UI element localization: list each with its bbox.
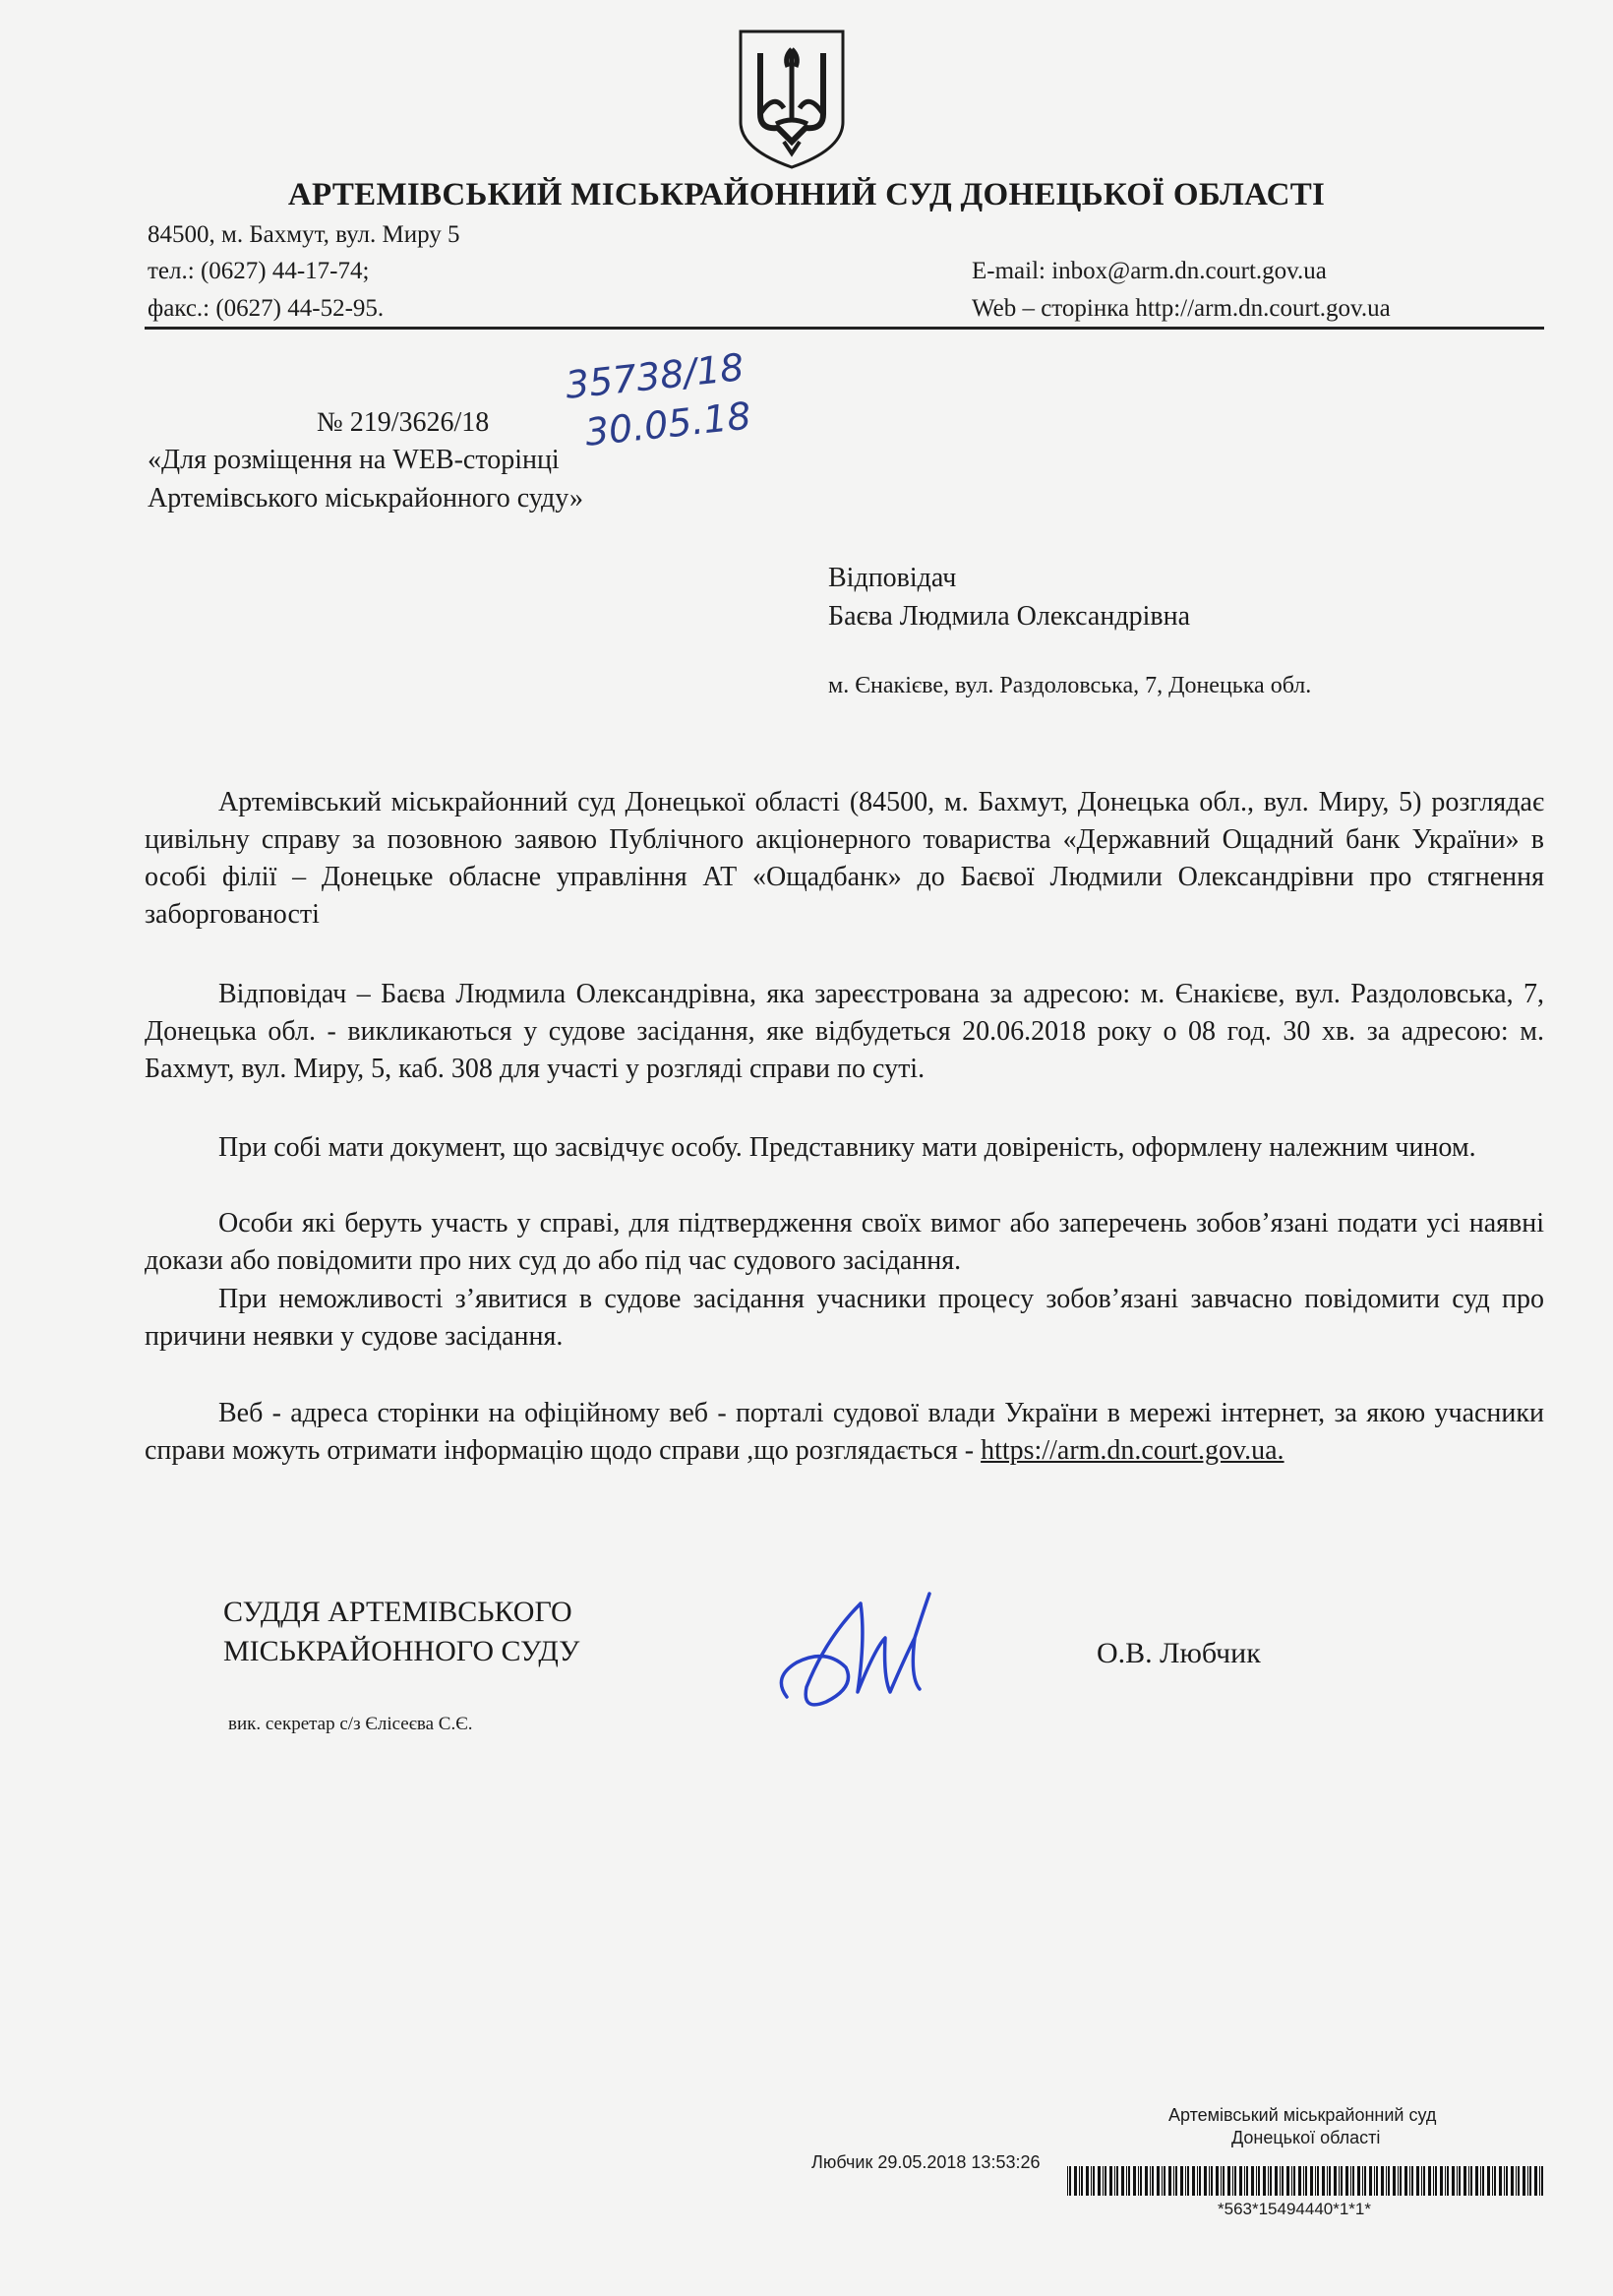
- barcode-bar: [1227, 2166, 1230, 2196]
- barcode-bar: [1180, 2166, 1183, 2196]
- barcode-bar: [1185, 2166, 1186, 2196]
- barcode-bar: [1423, 2166, 1425, 2196]
- barcode-bar: [1445, 2166, 1446, 2196]
- judge-name: О.В. Любчик: [1097, 1637, 1261, 1669]
- body-paragraph-1: Артемівський міськрайонний суд Донецької області (84500, м. Бахмут, Донецька обл., вул. Миру, 5) розглядає цивільну справу за позовною заявою Публічного акціонерного товариства «Державний Ощадний банк України» в особі філії – Донецьке обласне управління АТ «Ощадбанк» до Баєвої Людмили Олександрівни про стягнення заборгованості: [145, 787, 1544, 930]
- barcode-bar: [1400, 2166, 1402, 2196]
- barcode-bar: [1293, 2166, 1295, 2196]
- barcode-bar: [1452, 2166, 1455, 2196]
- barcode-bar: [1541, 2166, 1543, 2196]
- web-note-line2: Артемівського міськрайонного суду»: [148, 483, 583, 514]
- barcode-bar: [1168, 2166, 1171, 2196]
- barcode-bar: [1069, 2166, 1071, 2196]
- barcode-bar: [1339, 2166, 1340, 2196]
- barcode-bar: [1286, 2166, 1289, 2196]
- barcode-bar: [1128, 2166, 1130, 2196]
- barcode-bar: [1150, 2166, 1151, 2196]
- barcode-bar: [1175, 2166, 1177, 2196]
- barcode-bar: [1327, 2166, 1328, 2196]
- barcode-bar: [1244, 2166, 1245, 2196]
- barcode-bar: [1468, 2166, 1469, 2196]
- barcode-bar: [1511, 2166, 1514, 2196]
- barcode-bar: [1492, 2166, 1493, 2196]
- barcode-bar: [1140, 2166, 1142, 2196]
- barcode-bar: [1223, 2166, 1225, 2196]
- barcode-bar: [1416, 2166, 1419, 2196]
- barcode-bar: [1534, 2166, 1537, 2196]
- barcode-bar: [1091, 2166, 1092, 2196]
- recipient-name: Баєва Людмила Олександрівна: [828, 601, 1191, 632]
- barcode-bar: [1258, 2166, 1260, 2196]
- barcode-bar: [1440, 2166, 1443, 2196]
- barcode-bar: [1388, 2166, 1390, 2196]
- barcode-bar: [1374, 2166, 1375, 2196]
- barcode-bar: [1162, 2166, 1163, 2196]
- recipient-role: Відповідач: [828, 563, 957, 593]
- barcode-bar: [1494, 2166, 1496, 2196]
- barcode-bar: [1116, 2166, 1118, 2196]
- barcode-bar: [1433, 2166, 1434, 2196]
- barcode-bar: [1506, 2166, 1508, 2196]
- barcode-bar: [1251, 2166, 1254, 2196]
- handwritten-signature: [767, 1579, 944, 1717]
- barcode-bar: [1098, 2166, 1101, 2196]
- barcode-bar: [1504, 2166, 1505, 2196]
- barcode-bar: [1381, 2166, 1384, 2196]
- barcode-bar: [1270, 2166, 1272, 2196]
- barcode-bar: [1173, 2166, 1174, 2196]
- barcode-bar: [1315, 2166, 1316, 2196]
- barcode-bar: [1138, 2166, 1139, 2196]
- executor-note: вик. секретар с/з Єлісеєва С.Є.: [228, 1714, 473, 1734]
- barcode-bar: [1239, 2166, 1242, 2196]
- barcode-bar: [1114, 2166, 1115, 2196]
- barcode-bar: [1256, 2166, 1257, 2196]
- barcode-bar: [1428, 2166, 1431, 2196]
- barcode-bar: [1204, 2166, 1207, 2196]
- body-paragraph-5: При неможливості з’явитися в судове засідання учасники процесу зобов’язані завчасно повідомити суд про причини неявки у судове засідання.: [145, 1284, 1544, 1352]
- barcode-bar: [1475, 2166, 1478, 2196]
- barcode-bar: [1376, 2166, 1378, 2196]
- barcode-bar: [1074, 2166, 1077, 2196]
- footer-court-line1: Артемівський міськрайонний суд: [1168, 2105, 1437, 2125]
- court-address: 84500, м. Бахмут, вул. Миру 5: [148, 221, 460, 248]
- barcode-bar: [1523, 2166, 1525, 2196]
- barcode-bar: [1221, 2166, 1222, 2196]
- barcode-bar: [1447, 2166, 1449, 2196]
- barcode-bar: [1518, 2166, 1520, 2196]
- barcode-bar: [1105, 2166, 1106, 2196]
- barcode-bar: [1067, 2166, 1068, 2196]
- barcode-bar: [1234, 2166, 1236, 2196]
- barcode-bar: [1164, 2166, 1165, 2196]
- portal-text: Веб - адреса сторінки на офіційному веб - порталі судової влади України в мережі інтернет, за якою учасники справи можуть отримати інформацію щодо справи ,що розглядається -: [145, 1398, 1544, 1466]
- barcode-bar: [1499, 2166, 1502, 2196]
- court-phone: тел.: (0627) 44-17-74;: [148, 258, 370, 284]
- barcode-bar: [1282, 2166, 1284, 2196]
- body-paragraph-4: Особи які беруть участь у справі, для підтвердження своїх вимог або заперечень зобов’язані подати усі наявні докази або повідомити про них суд до або під час судового засідання.: [145, 1208, 1544, 1276]
- barcode-bar: [1369, 2166, 1372, 2196]
- body-paragraph-2: Відповідач – Баєва Людмила Олександрівна, яка зареєстрована за адресою: м. Єнакієве, вул. Раздоловська, 7, Донецька обл. - викликаються у судове засідання, яке відбудеться 20.06.2018 року о 08 год. 30 хв. за адресою: м. Бахмут, вул. Миру, 5, каб. 308 для участі у розгляді справи по суті.: [145, 979, 1544, 1084]
- barcode-bar: [1305, 2166, 1307, 2196]
- barcode-bar: [1322, 2166, 1325, 2196]
- barcode-bar: [1482, 2166, 1484, 2196]
- barcode-bar: [1209, 2166, 1210, 2196]
- barcode-bar: [1232, 2166, 1233, 2196]
- coat-of-arms-emblem: [733, 24, 851, 171]
- web-note-line1: «Для розміщення на WEB-сторінці: [148, 445, 560, 475]
- barcode-bar: [1109, 2166, 1112, 2196]
- barcode-bar: [1421, 2166, 1422, 2196]
- barcode-bar: [1317, 2166, 1319, 2196]
- barcode-bar: [1393, 2166, 1396, 2196]
- barcode-text: *563*15494440*1*1*: [1218, 2200, 1371, 2218]
- barcode-bar: [1081, 2166, 1083, 2196]
- barcode-bar: [1197, 2166, 1198, 2196]
- barcode-bar: [1435, 2166, 1437, 2196]
- court-name-title: АРТЕМІВСЬКИЙ МІСЬКРАЙОННИЙ СУД ДОНЕЦЬКОЇ ОБЛАСТІ: [287, 177, 1326, 212]
- barcode-bar: [1350, 2166, 1351, 2196]
- barcode-bar: [1459, 2166, 1461, 2196]
- barcode-bar: [1246, 2166, 1248, 2196]
- judge-title-line1: СУДДЯ АРТЕМІВСЬКОГО: [223, 1596, 572, 1628]
- barcode-bar: [1464, 2166, 1466, 2196]
- barcode-bar: [1211, 2166, 1213, 2196]
- body-paragraph-6: [145, 1395, 1544, 1470]
- barcode-bar: [1409, 2166, 1410, 2196]
- header-divider: [145, 327, 1544, 330]
- barcode-bar: [1079, 2166, 1080, 2196]
- barcode-bar: [1298, 2166, 1301, 2196]
- footer-stamp: Любчик 29.05.2018 13:53:26: [811, 2152, 1041, 2172]
- barcode-bar: [1187, 2166, 1189, 2196]
- barcode-bar: [1362, 2166, 1363, 2196]
- barcode-bar: [1487, 2166, 1490, 2196]
- barcode-bar: [1398, 2166, 1399, 2196]
- barcode-bar: [1334, 2166, 1337, 2196]
- handwritten-reg-number: 35738/18: [563, 345, 747, 407]
- barcode-bar: [1529, 2166, 1531, 2196]
- case-number: № 219/3626/18: [317, 407, 490, 438]
- barcode-bar: [1093, 2166, 1095, 2196]
- court-web: Web – сторінка http://arm.dn.court.gov.ua: [972, 295, 1391, 322]
- footer-court-line2: Донецької області: [1231, 2128, 1381, 2147]
- barcode-bar: [1216, 2166, 1219, 2196]
- barcode-bar: [1457, 2166, 1458, 2196]
- recipient-address: м. Єнакієве, вул. Раздоловська, 7, Донецька обл.: [828, 673, 1312, 698]
- barcode-bar: [1121, 2166, 1124, 2196]
- barcode-bar: [1263, 2166, 1266, 2196]
- barcode-bar: [1145, 2166, 1148, 2196]
- court-fax: факс.: (0627) 44-52-95.: [148, 295, 385, 322]
- barcode-bar: [1516, 2166, 1517, 2196]
- barcode-bar: [1157, 2166, 1160, 2196]
- court-portal-link[interactable]: https://arm.dn.court.gov.ua.: [981, 1435, 1284, 1466]
- barcode-bar: [1364, 2166, 1366, 2196]
- barcode-bar: [1152, 2166, 1154, 2196]
- barcode-bar: [1352, 2166, 1354, 2196]
- barcode-bar: [1133, 2166, 1136, 2196]
- barcode-bar: [1470, 2166, 1472, 2196]
- barcode-bar: [1527, 2166, 1528, 2196]
- court-email: E-mail: inbox@arm.dn.court.gov.ua: [972, 258, 1327, 284]
- barcode-bar: [1291, 2166, 1292, 2196]
- barcode-bar: [1480, 2166, 1481, 2196]
- barcode-bar: [1086, 2166, 1089, 2196]
- body-paragraph-3: При собі мати документ, що засвідчує особу. Представнику мати довіреність, оформлену належним чином.: [218, 1132, 1476, 1163]
- barcode-bar: [1411, 2166, 1413, 2196]
- handwritten-reg-date: 30.05.18: [582, 393, 753, 454]
- barcode-bar: [1310, 2166, 1313, 2196]
- barcode-bar: [1404, 2166, 1407, 2196]
- barcode-bar: [1103, 2166, 1104, 2196]
- judge-title-line2: МІСЬКРАЙОННОГО СУДУ: [223, 1635, 580, 1667]
- barcode-bar: [1199, 2166, 1201, 2196]
- barcode-bar: [1280, 2166, 1281, 2196]
- barcode-bar: [1303, 2166, 1304, 2196]
- barcode-bar: [1357, 2166, 1360, 2196]
- barcode-bar: [1329, 2166, 1331, 2196]
- barcode-bar: [1341, 2166, 1343, 2196]
- barcode-bar: [1126, 2166, 1127, 2196]
- barcode-bar: [1192, 2166, 1195, 2196]
- barcode-bar: [1386, 2166, 1387, 2196]
- barcode-bar: [1275, 2166, 1278, 2196]
- barcode-bar: [1268, 2166, 1269, 2196]
- barcode-bar: [1345, 2166, 1348, 2196]
- barcode-bar: [1539, 2166, 1540, 2196]
